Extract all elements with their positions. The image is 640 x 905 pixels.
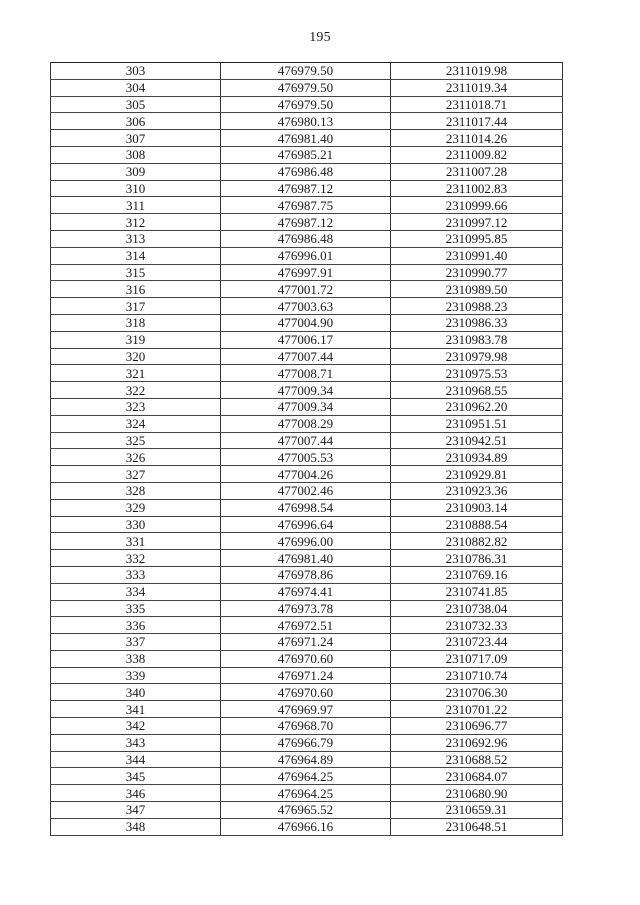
x-coordinate-cell: 476987.75 xyxy=(221,197,391,214)
point-number-cell: 313 xyxy=(51,230,221,247)
y-coordinate-cell: 2310934.89 xyxy=(391,449,563,466)
table-row xyxy=(51,634,563,651)
table-row xyxy=(51,264,563,281)
x-coordinate-cell: 476964.25 xyxy=(221,768,391,785)
y-coordinate-cell: 2310659.31 xyxy=(391,802,563,819)
x-coordinate-cell: 476981.40 xyxy=(221,550,391,567)
point-number-cell: 336 xyxy=(51,617,221,634)
y-coordinate-cell: 2310997.12 xyxy=(391,214,563,231)
point-number-cell: 315 xyxy=(51,264,221,281)
point-number-cell: 310 xyxy=(51,180,221,197)
table-row xyxy=(51,482,563,499)
table-row xyxy=(51,734,563,751)
table-row xyxy=(51,566,563,583)
y-coordinate-cell: 2311019.98 xyxy=(391,63,563,80)
x-coordinate-cell: 476969.97 xyxy=(221,701,391,718)
table-row xyxy=(51,281,563,298)
y-coordinate-cell: 2310738.04 xyxy=(391,600,563,617)
table-row xyxy=(51,516,563,533)
point-number-cell: 306 xyxy=(51,113,221,130)
x-coordinate-cell: 476979.50 xyxy=(221,79,391,96)
y-coordinate-cell: 2310983.78 xyxy=(391,331,563,348)
table-row xyxy=(51,130,563,147)
y-coordinate-cell: 2310741.85 xyxy=(391,583,563,600)
point-number-cell: 340 xyxy=(51,684,221,701)
table-row xyxy=(51,146,563,163)
y-coordinate-cell: 2310991.40 xyxy=(391,247,563,264)
y-coordinate-cell: 2310684.07 xyxy=(391,768,563,785)
y-coordinate-cell: 2310986.33 xyxy=(391,314,563,331)
y-coordinate-cell: 2310732.33 xyxy=(391,617,563,634)
table-row xyxy=(51,348,563,365)
point-number-cell: 304 xyxy=(51,79,221,96)
point-number-cell: 308 xyxy=(51,146,221,163)
table-row xyxy=(51,63,563,80)
y-coordinate-cell: 2311017.44 xyxy=(391,113,563,130)
x-coordinate-cell: 476965.52 xyxy=(221,802,391,819)
x-coordinate-cell: 476979.50 xyxy=(221,63,391,80)
point-number-cell: 348 xyxy=(51,818,221,835)
table-row xyxy=(51,718,563,735)
x-coordinate-cell: 476979.50 xyxy=(221,96,391,113)
point-number-cell: 330 xyxy=(51,516,221,533)
x-coordinate-cell: 477006.17 xyxy=(221,331,391,348)
table-row xyxy=(51,533,563,550)
table-row xyxy=(51,701,563,718)
y-coordinate-cell: 2310989.50 xyxy=(391,281,563,298)
x-coordinate-cell: 477003.63 xyxy=(221,298,391,315)
x-coordinate-cell: 476978.86 xyxy=(221,566,391,583)
x-coordinate-cell: 477004.90 xyxy=(221,314,391,331)
point-number-cell: 317 xyxy=(51,298,221,315)
point-number-cell: 333 xyxy=(51,566,221,583)
coordinates-table xyxy=(50,62,563,836)
y-coordinate-cell: 2311002.83 xyxy=(391,180,563,197)
x-coordinate-cell: 476970.60 xyxy=(221,684,391,701)
table-row xyxy=(51,432,563,449)
coordinates-table-body xyxy=(51,63,563,836)
x-coordinate-cell: 477005.53 xyxy=(221,449,391,466)
y-coordinate-cell: 2310701.22 xyxy=(391,701,563,718)
y-coordinate-cell: 2310882.82 xyxy=(391,533,563,550)
x-coordinate-cell: 476974.41 xyxy=(221,583,391,600)
y-coordinate-cell: 2310968.55 xyxy=(391,382,563,399)
page-number: 195 xyxy=(309,30,331,45)
table-row xyxy=(51,96,563,113)
table-row xyxy=(51,684,563,701)
x-coordinate-cell: 476972.51 xyxy=(221,617,391,634)
point-number-cell: 339 xyxy=(51,667,221,684)
x-coordinate-cell: 476996.01 xyxy=(221,247,391,264)
point-number-cell: 324 xyxy=(51,415,221,432)
table-row xyxy=(51,751,563,768)
y-coordinate-cell: 2310696.77 xyxy=(391,718,563,735)
x-coordinate-cell: 476971.24 xyxy=(221,634,391,651)
table-row xyxy=(51,768,563,785)
y-coordinate-cell: 2310975.53 xyxy=(391,365,563,382)
x-coordinate-cell: 476986.48 xyxy=(221,230,391,247)
point-number-cell: 318 xyxy=(51,314,221,331)
x-coordinate-cell: 476966.16 xyxy=(221,818,391,835)
point-number-cell: 344 xyxy=(51,751,221,768)
y-coordinate-cell: 2311014.26 xyxy=(391,130,563,147)
y-coordinate-cell: 2311007.28 xyxy=(391,163,563,180)
y-coordinate-cell: 2310717.09 xyxy=(391,650,563,667)
y-coordinate-cell: 2310962.20 xyxy=(391,398,563,415)
y-coordinate-cell: 2311019.34 xyxy=(391,79,563,96)
y-coordinate-cell: 2310995.85 xyxy=(391,230,563,247)
x-coordinate-cell: 477009.34 xyxy=(221,398,391,415)
point-number-cell: 319 xyxy=(51,331,221,348)
y-coordinate-cell: 2310990.77 xyxy=(391,264,563,281)
x-coordinate-cell: 476998.54 xyxy=(221,499,391,516)
point-number-cell: 325 xyxy=(51,432,221,449)
table-row xyxy=(51,466,563,483)
table-row xyxy=(51,163,563,180)
table-row xyxy=(51,331,563,348)
point-number-cell: 321 xyxy=(51,365,221,382)
point-number-cell: 342 xyxy=(51,718,221,735)
x-coordinate-cell: 476981.40 xyxy=(221,130,391,147)
x-coordinate-cell: 476973.78 xyxy=(221,600,391,617)
x-coordinate-cell: 476970.60 xyxy=(221,650,391,667)
y-coordinate-cell: 2310710.74 xyxy=(391,667,563,684)
point-number-cell: 316 xyxy=(51,281,221,298)
y-coordinate-cell: 2310903.14 xyxy=(391,499,563,516)
point-number-cell: 312 xyxy=(51,214,221,231)
y-coordinate-cell: 2310929.81 xyxy=(391,466,563,483)
table-row xyxy=(51,298,563,315)
point-number-cell: 343 xyxy=(51,734,221,751)
point-number-cell: 307 xyxy=(51,130,221,147)
table-row xyxy=(51,667,563,684)
table-row xyxy=(51,247,563,264)
x-coordinate-cell: 476971.24 xyxy=(221,667,391,684)
x-coordinate-cell: 477007.44 xyxy=(221,432,391,449)
y-coordinate-cell: 2310723.44 xyxy=(391,634,563,651)
point-number-cell: 338 xyxy=(51,650,221,667)
y-coordinate-cell: 2310942.51 xyxy=(391,432,563,449)
point-number-cell: 335 xyxy=(51,600,221,617)
table-row xyxy=(51,180,563,197)
table-row xyxy=(51,550,563,567)
y-coordinate-cell: 2310951.51 xyxy=(391,415,563,432)
y-coordinate-cell: 2311018.71 xyxy=(391,96,563,113)
y-coordinate-cell: 2310688.52 xyxy=(391,751,563,768)
y-coordinate-cell: 2310999.66 xyxy=(391,197,563,214)
point-number-cell: 326 xyxy=(51,449,221,466)
point-number-cell: 311 xyxy=(51,197,221,214)
point-number-cell: 322 xyxy=(51,382,221,399)
y-coordinate-cell: 2310692.96 xyxy=(391,734,563,751)
point-number-cell: 320 xyxy=(51,348,221,365)
y-coordinate-cell: 2310923.36 xyxy=(391,482,563,499)
table-row xyxy=(51,113,563,130)
y-coordinate-cell: 2310786.31 xyxy=(391,550,563,567)
table-row xyxy=(51,785,563,802)
x-coordinate-cell: 476964.89 xyxy=(221,751,391,768)
table-row xyxy=(51,818,563,835)
point-number-cell: 303 xyxy=(51,63,221,80)
x-coordinate-cell: 476985.21 xyxy=(221,146,391,163)
table-row xyxy=(51,415,563,432)
point-number-cell: 309 xyxy=(51,163,221,180)
point-number-cell: 346 xyxy=(51,785,221,802)
x-coordinate-cell: 476986.48 xyxy=(221,163,391,180)
table-row xyxy=(51,79,563,96)
point-number-cell: 341 xyxy=(51,701,221,718)
x-coordinate-cell: 477008.29 xyxy=(221,415,391,432)
point-number-cell: 334 xyxy=(51,583,221,600)
table-row xyxy=(51,802,563,819)
table-row xyxy=(51,449,563,466)
x-coordinate-cell: 476966.79 xyxy=(221,734,391,751)
x-coordinate-cell: 477004.26 xyxy=(221,466,391,483)
point-number-cell: 332 xyxy=(51,550,221,567)
table-row xyxy=(51,314,563,331)
y-coordinate-cell: 2310769.16 xyxy=(391,566,563,583)
point-number-cell: 305 xyxy=(51,96,221,113)
x-coordinate-cell: 476968.70 xyxy=(221,718,391,735)
x-coordinate-cell: 477001.72 xyxy=(221,281,391,298)
point-number-cell: 347 xyxy=(51,802,221,819)
table-row xyxy=(51,583,563,600)
table-row xyxy=(51,617,563,634)
point-number-cell: 314 xyxy=(51,247,221,264)
x-coordinate-cell: 476997.91 xyxy=(221,264,391,281)
table-row xyxy=(51,214,563,231)
x-coordinate-cell: 477007.44 xyxy=(221,348,391,365)
x-coordinate-cell: 477002.46 xyxy=(221,482,391,499)
point-number-cell: 328 xyxy=(51,482,221,499)
x-coordinate-cell: 476980.13 xyxy=(221,113,391,130)
x-coordinate-cell: 476987.12 xyxy=(221,214,391,231)
point-number-cell: 331 xyxy=(51,533,221,550)
table-row xyxy=(51,600,563,617)
point-number-cell: 337 xyxy=(51,634,221,651)
point-number-cell: 323 xyxy=(51,398,221,415)
table-row xyxy=(51,365,563,382)
table-row xyxy=(51,382,563,399)
y-coordinate-cell: 2310680.90 xyxy=(391,785,563,802)
y-coordinate-cell: 2310888.54 xyxy=(391,516,563,533)
point-number-cell: 327 xyxy=(51,466,221,483)
y-coordinate-cell: 2310988.23 xyxy=(391,298,563,315)
point-number-cell: 329 xyxy=(51,499,221,516)
x-coordinate-cell: 476987.12 xyxy=(221,180,391,197)
table-row xyxy=(51,230,563,247)
x-coordinate-cell: 476964.25 xyxy=(221,785,391,802)
table-row xyxy=(51,499,563,516)
table-row xyxy=(51,197,563,214)
y-coordinate-cell: 2310706.30 xyxy=(391,684,563,701)
y-coordinate-cell: 2310979.98 xyxy=(391,348,563,365)
y-coordinate-cell: 2310648.51 xyxy=(391,818,563,835)
x-coordinate-cell: 476996.64 xyxy=(221,516,391,533)
x-coordinate-cell: 477008.71 xyxy=(221,365,391,382)
table-row xyxy=(51,650,563,667)
x-coordinate-cell: 477009.34 xyxy=(221,382,391,399)
point-number-cell: 345 xyxy=(51,768,221,785)
x-coordinate-cell: 476996.00 xyxy=(221,533,391,550)
table-row xyxy=(51,398,563,415)
y-coordinate-cell: 2311009.82 xyxy=(391,146,563,163)
